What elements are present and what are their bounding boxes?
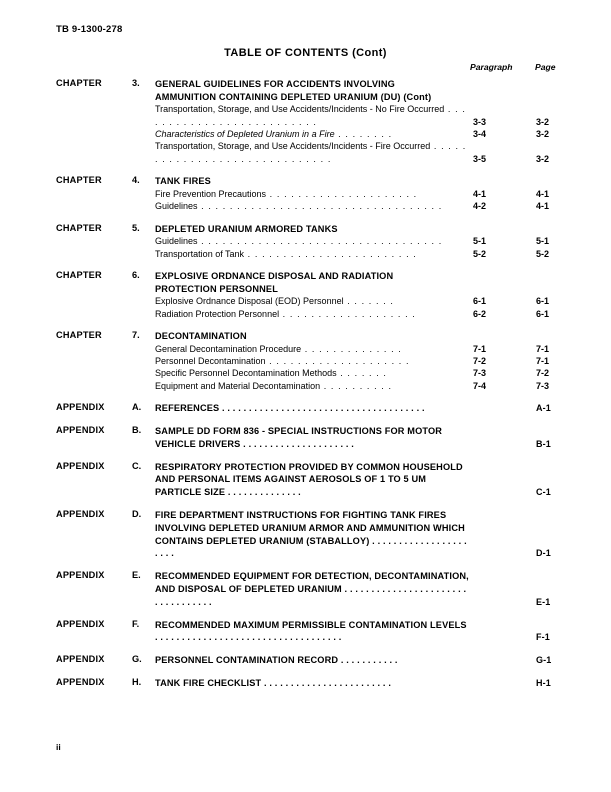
entry-page: 7-1 bbox=[536, 356, 550, 367]
group-number: 5. bbox=[132, 222, 140, 233]
entry-paragraph: 6-2 bbox=[473, 308, 487, 319]
group-number: 7. bbox=[132, 330, 140, 341]
group-number: D. bbox=[132, 509, 142, 520]
toc-group-appendix-a bbox=[0, 402, 611, 415]
toc-group-appendix-b bbox=[0, 425, 611, 451]
appendix-title: PERSONNEL CONTAMINATION RECORD bbox=[155, 655, 339, 666]
group-label: APPENDIX bbox=[56, 618, 105, 629]
leader-dots: . . . . . . . . . . . . . . bbox=[225, 487, 301, 498]
leader-dots: . . . . . . . bbox=[336, 368, 388, 379]
leader-dots: . . . . . . . . . . . . . . . . . . . . . . . . . . . . . . . . . . . bbox=[155, 632, 342, 643]
appendix-title-line[interactable] bbox=[155, 425, 551, 451]
leader-dots: . . . . . . . . . . . bbox=[338, 655, 398, 666]
toc-group-chapter-6 bbox=[0, 270, 611, 320]
leader-dots: . . . . . . . . . . . . . . . . . . . . . . . . . . . . . . . . . . bbox=[155, 584, 467, 607]
entry-text: Radiation Protection Personnel bbox=[155, 308, 280, 319]
group-title: GENERAL GUIDELINES FOR ACCIDENTS INVOLVING AMMUNITION CONTAINING DEPLETED URANIUM (DU) (Cont) bbox=[155, 79, 432, 102]
entry-page: D-1 bbox=[536, 548, 551, 559]
entry-page: 4-1 bbox=[536, 201, 550, 212]
appendix-title-line[interactable] bbox=[155, 654, 552, 667]
entry-page: 5-2 bbox=[536, 248, 550, 259]
group-label: CHAPTER bbox=[56, 78, 102, 88]
entry-paragraph: 3-5 bbox=[473, 153, 487, 164]
entry-paragraph: 4-2 bbox=[473, 201, 487, 212]
appendix-title: FIRE DEPARTMENT INSTRUCTIONS FOR FIGHTING TANK FIRES INVOLVING DEPLETED URANIUM ARMOR AND AMMUNITION WHICH CONTAINS DEPLETED URANIUM (STABALLOY) bbox=[155, 510, 465, 546]
entry-text: Specific Personnel Decontamination Methods bbox=[155, 368, 337, 379]
entry-page: G-1 bbox=[536, 655, 552, 666]
appendix-title: TANK FIRE CHECKLIST bbox=[155, 678, 262, 688]
group-label: APPENDIX bbox=[56, 460, 105, 471]
leader-dots: . . . . . . . . . . . . . . . . . . . . . . . . . . . . . . . . . . bbox=[197, 236, 443, 247]
toc-group-appendix-c bbox=[0, 461, 611, 499]
group-label: APPENDIX bbox=[56, 402, 105, 413]
leader-dots: . . . . . . . . . . . . . . . . . . . bbox=[279, 308, 416, 319]
entry-paragraph: 4-1 bbox=[473, 188, 487, 199]
group-number: 4. bbox=[132, 175, 140, 186]
toc-entry[interactable] bbox=[155, 103, 591, 128]
document-number: TB 9-1300-278 bbox=[56, 24, 123, 35]
leader-dots: . . . . . . . . . . . . . . bbox=[301, 343, 402, 354]
group-number: E. bbox=[132, 570, 141, 581]
leader-dots: . . . . . . . . . . . . . . . . . . . . . . . . . . . . . . . . . . . . . . bbox=[219, 403, 425, 414]
entry-paragraph: 3-4 bbox=[473, 129, 487, 139]
entry-page: 3-2 bbox=[536, 153, 550, 164]
entry-page: 6-1 bbox=[536, 296, 550, 307]
entry-paragraph: 6-1 bbox=[473, 296, 487, 307]
entry-text: Personnel Decontamination bbox=[155, 356, 266, 367]
entry-text: Transportation, Storage, and Use Accidents/Incidents - Fire Occurred bbox=[155, 141, 431, 152]
group-number: H. bbox=[132, 677, 142, 687]
entry-page: H-1 bbox=[536, 678, 551, 688]
group-number: 3. bbox=[132, 78, 140, 88]
entry-page: 6-1 bbox=[536, 308, 550, 319]
group-number: A. bbox=[132, 402, 142, 413]
leader-dots: . . . . . . . . . . . . . . . . . . . . . . . . bbox=[261, 678, 392, 688]
group-label: CHAPTER bbox=[56, 330, 102, 341]
leader-dots: . . . . . . . . . . . . . . . . . . . . . bbox=[266, 188, 418, 199]
appendix-title-line[interactable] bbox=[155, 570, 551, 608]
toc-entry[interactable] bbox=[155, 343, 591, 355]
group-label: APPENDIX bbox=[56, 677, 105, 687]
toc-entry[interactable] bbox=[155, 248, 591, 260]
appendix-title-line[interactable] bbox=[155, 402, 551, 415]
entry-text: Transportation of Tank bbox=[155, 248, 245, 259]
entry-page: 3-2 bbox=[536, 116, 550, 127]
leader-dots: . . . . . . . . . . . . . . . . . . . . bbox=[265, 356, 410, 367]
group-title: DECONTAMINATION bbox=[155, 331, 247, 342]
entry-page: 7-1 bbox=[536, 343, 550, 354]
appendix-title: RECOMMENDED MAXIMUM PERMISSIBLE CONTAMINATION LEVELS bbox=[155, 619, 467, 630]
leader-dots: . . . . . . . . bbox=[334, 129, 393, 139]
toc-group-chapter-4 bbox=[0, 175, 611, 212]
toc-entry[interactable] bbox=[155, 308, 591, 320]
toc-content bbox=[0, 78, 611, 700]
entry-text: Guidelines bbox=[155, 201, 198, 212]
entry-page: 7-2 bbox=[536, 368, 550, 379]
appendix-title-line[interactable] bbox=[155, 619, 550, 645]
page-footer-marker: ii bbox=[56, 742, 61, 752]
group-label: CHAPTER bbox=[56, 175, 102, 186]
entry-page: 4-1 bbox=[536, 188, 550, 199]
appendix-title: RESPIRATORY PROTECTION PROVIDED BY COMMON HOUSEHOLD AND PERSONAL ITEMS AGAINST AEROSOLS OF 1 TO 5 UM PARTICLE SIZE bbox=[155, 461, 463, 498]
group-label: CHAPTER bbox=[56, 222, 102, 233]
toc-entry[interactable] bbox=[155, 188, 591, 200]
entry-paragraph: 5-2 bbox=[473, 248, 487, 259]
entry-text: Characteristics of Depleted Uranium in a Fire bbox=[155, 129, 335, 139]
entry-paragraph: 7-3 bbox=[473, 368, 487, 379]
leader-dots: . . . . . . . . . . . . . . . . . . . . . . bbox=[155, 535, 467, 559]
toc-entry[interactable] bbox=[155, 140, 591, 165]
entry-paragraph: 5-1 bbox=[473, 236, 487, 247]
leader-dots: . . . . . . . . . . . . . . . . . . . . . bbox=[240, 438, 354, 449]
entry-page: A-1 bbox=[536, 403, 551, 414]
entry-page: 5-1 bbox=[536, 236, 550, 247]
group-label: APPENDIX bbox=[56, 509, 105, 520]
leader-dots: . . . . . . . . . . . . . . . . . . . . . . . . . . . . . . . . . . bbox=[197, 201, 443, 212]
toc-group-appendix-g bbox=[0, 654, 611, 667]
leader-dots: . . . . . . . . . . . . . . . . . . . . . . . . bbox=[244, 248, 417, 259]
entry-text: General Decontamination Procedure bbox=[155, 343, 302, 354]
entry-page: B-1 bbox=[536, 438, 551, 449]
leader-dots: . . . . . . . . . . . . . . . . . . . . . . . . . . . . . . bbox=[155, 141, 467, 164]
entry-page: C-1 bbox=[536, 487, 551, 498]
entry-text: Fire Prevention Precautions bbox=[155, 188, 267, 199]
entry-text: Transportation, Storage, and Use Accidents/Incidents - No Fire Occurred bbox=[155, 104, 445, 115]
entry-text: Equipment and Material Decontamination bbox=[155, 380, 321, 391]
group-label: APPENDIX bbox=[56, 570, 105, 581]
toc-group-chapter-3 bbox=[0, 78, 611, 165]
entry-paragraph: 7-1 bbox=[473, 343, 487, 354]
toc-entry[interactable] bbox=[155, 235, 591, 247]
entry-page: F-1 bbox=[536, 632, 550, 643]
group-number: F. bbox=[132, 618, 140, 629]
toc-group-appendix-e bbox=[0, 570, 611, 608]
leader-dots: . . . . . . . bbox=[343, 296, 395, 307]
entry-paragraph: 3-3 bbox=[473, 116, 487, 127]
appendix-title-line[interactable] bbox=[155, 677, 551, 690]
toc-group-appendix-f bbox=[0, 619, 611, 645]
appendix-title: SAMPLE DD FORM 836 - SPECIAL INSTRUCTIONS FOR MOTOR VEHICLE DRIVERS bbox=[155, 426, 443, 449]
group-title: TANK FIRES bbox=[155, 176, 211, 187]
toc-entry[interactable] bbox=[155, 355, 591, 367]
group-label: APPENDIX bbox=[56, 425, 105, 436]
entry-page: E-1 bbox=[536, 596, 551, 607]
appendix-title-line[interactable] bbox=[155, 509, 551, 560]
appendix-title-line[interactable] bbox=[155, 461, 551, 499]
leader-dots: . . . . . . . . . . . . . . . . . . . . . . . . . . bbox=[155, 104, 466, 127]
toc-entry[interactable] bbox=[155, 380, 591, 392]
group-number: C. bbox=[132, 460, 142, 471]
group-label: CHAPTER bbox=[56, 270, 102, 281]
group-number: B. bbox=[132, 425, 142, 436]
page-title: TABLE OF CONTENTS (Cont) bbox=[224, 47, 387, 59]
group-title: DEPLETED URANIUM ARMORED TANKS bbox=[155, 223, 338, 234]
entry-text: Explosive Ordnance Disposal (EOD) Personnel bbox=[155, 296, 344, 307]
group-label: APPENDIX bbox=[56, 654, 105, 665]
entry-page: 7-3 bbox=[536, 380, 550, 391]
toc-group-chapter-7 bbox=[0, 330, 611, 392]
group-number: 6. bbox=[132, 270, 140, 281]
toc-group-appendix-d bbox=[0, 509, 611, 560]
toc-entry[interactable] bbox=[155, 200, 591, 212]
toc-entry[interactable] bbox=[155, 295, 591, 307]
entry-paragraph: 7-2 bbox=[473, 356, 487, 367]
leader-dots: . . . . . . . . . . bbox=[320, 380, 393, 391]
toc-entry[interactable] bbox=[155, 367, 591, 379]
column-header-page: Page bbox=[535, 62, 556, 72]
group-number: G. bbox=[132, 654, 142, 665]
column-header-paragraph: Paragraph bbox=[470, 62, 513, 72]
group-title: EXPLOSIVE ORDNANCE DISPOSAL AND RADIATION PROTECTION PERSONNEL bbox=[155, 271, 394, 294]
toc-group-appendix-h bbox=[0, 677, 611, 690]
toc-entry[interactable] bbox=[155, 128, 591, 140]
appendix-title: REFERENCES bbox=[155, 403, 220, 414]
entry-page: 3-2 bbox=[536, 129, 550, 139]
entry-text: Guidelines bbox=[155, 236, 198, 247]
toc-group-chapter-5 bbox=[0, 223, 611, 260]
appendix-title: RECOMMENDED EQUIPMENT FOR DETECTION, DECONTAMINATION, AND DISPOSAL OF DEPLETED URANIUM bbox=[155, 571, 469, 595]
entry-paragraph: 7-4 bbox=[473, 380, 487, 391]
